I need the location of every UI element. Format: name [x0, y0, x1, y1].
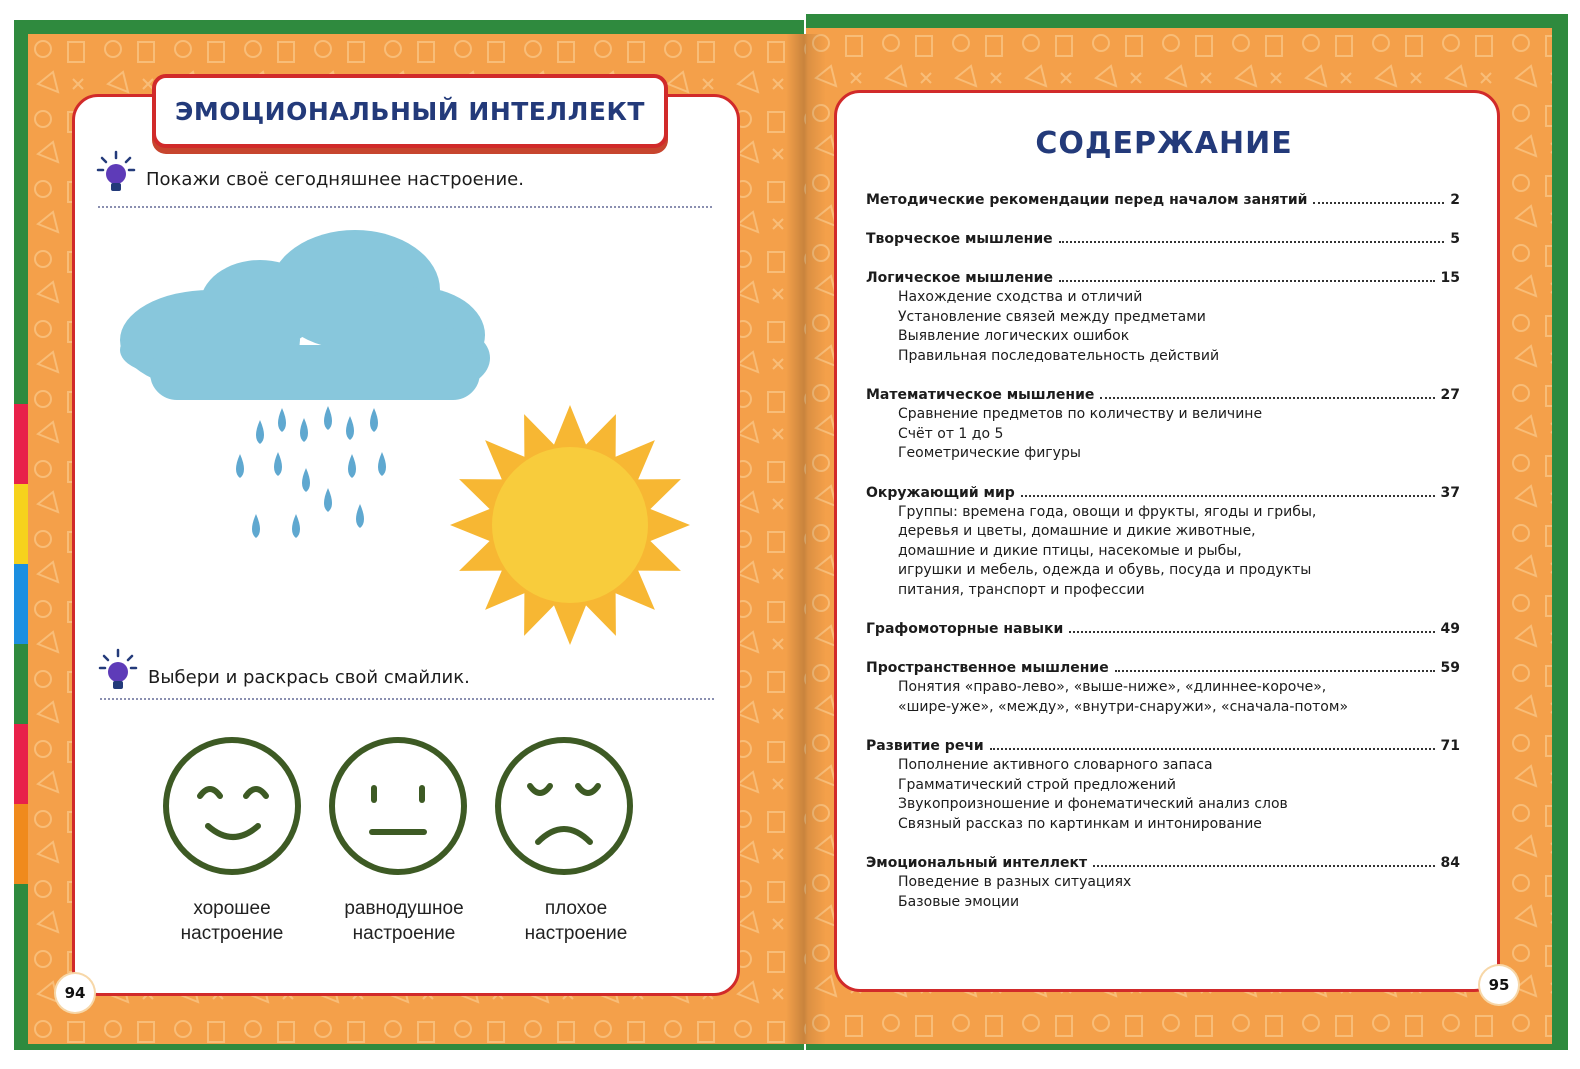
toc-page-number: 37: [1440, 484, 1460, 501]
toc-subitem: Понятия «право-лево», «выше-ниже», «длиннее-короче»,: [898, 679, 1327, 695]
toc-subitem: Сравнение предметов по количеству и величине: [898, 406, 1263, 422]
toc-subitem: Поведение в разных ситуациях: [898, 874, 1132, 890]
raindrop: [324, 488, 332, 512]
raindrop: [300, 418, 308, 442]
section-title-box: [152, 74, 668, 148]
raindrop: [324, 406, 332, 430]
book-spine-shadow: [786, 34, 826, 1044]
toc-section-row: [866, 268, 1460, 288]
toc-subitem: Счёт от 1 до 5: [898, 425, 1004, 442]
raindrop: [236, 454, 244, 478]
raindrop: [274, 452, 282, 476]
toc-subitem: деревья и цветы, домашние и дикие животные,: [898, 523, 1256, 539]
toc-leader-dots: [1059, 240, 1445, 243]
raindrop: [356, 504, 364, 528]
toc-section-row: [866, 229, 1460, 249]
toc-leader-dots: [1115, 669, 1435, 672]
toc-section: [866, 736, 1460, 834]
toc-page-number: 49: [1440, 621, 1460, 637]
smiley-good-icon[interactable]: [166, 740, 298, 872]
toc-subitem: Геометрические фигуры: [898, 445, 1081, 461]
toc-subitem: Установление связей между предметами: [898, 308, 1206, 325]
toc-section-title: Творческое мышление: [866, 231, 1053, 247]
toc-section: [866, 619, 1460, 639]
toc-section-title: Пространственное мышление: [866, 660, 1109, 676]
toc-leader-dots: [1069, 630, 1434, 633]
lightbulb-icon: [98, 648, 138, 694]
dotted-divider-1: [98, 206, 712, 208]
toc-subitem: питания, транспорт и профессии: [898, 581, 1145, 598]
toc-page-number: 27: [1440, 387, 1460, 403]
toc-page-number: 84: [1440, 855, 1460, 871]
toc-subitem: игрушки и мебель, одежда и обувь, посуда и продукты: [898, 562, 1312, 578]
toc-subitem: Группы: времена года, овощи и фрукты, ягоды и грибы,: [898, 503, 1317, 520]
raindrop: [252, 514, 260, 538]
toc-page-number: 5: [1450, 231, 1460, 247]
toc-subitem: Звукопроизношение и фонематический анализ слов: [898, 796, 1288, 812]
toc-leader-dots: [990, 747, 1435, 750]
toc-section-title: Методические рекомендации перед началом занятий: [866, 192, 1308, 208]
toc-leader-dots: [1093, 864, 1434, 867]
raindrop: [378, 452, 386, 476]
raindrop: [370, 408, 378, 432]
toc-leader-dots: [1059, 279, 1435, 282]
toc-subitem: Грамматический строй предложений: [898, 776, 1176, 793]
toc-section-title: Логическое мышление: [866, 270, 1053, 286]
toc-subitem: Базовые эмоции: [898, 893, 1020, 910]
toc-page-number: 15: [1440, 270, 1460, 286]
toc-section-row: [866, 385, 1460, 405]
toc-section-title: Развитие речи: [866, 738, 984, 754]
page-number-right: 95: [1480, 966, 1518, 1004]
instruction-2-text: Выбери и раскрась свой смайлик.: [148, 666, 470, 688]
toc-subitem: Связный рассказ по картинкам и интонирование: [898, 815, 1262, 832]
face-label-bad: [496, 896, 656, 946]
toc-section-title: Математическое мышление: [866, 387, 1095, 403]
toc-section: [866, 853, 1460, 912]
toc-section-row: [866, 658, 1460, 678]
toc-section: [866, 385, 1460, 464]
table-of-contents: [866, 190, 1460, 912]
toc-section-title: Эмоциональный интеллект: [866, 855, 1088, 871]
toc-section-title: Окружающий мир: [866, 484, 1015, 501]
raindrop: [348, 454, 356, 478]
toc-section-row: [866, 736, 1460, 756]
section-title: ЭМОЦИОНАЛЬНЫЙ ИНТЕЛЛЕКТ: [175, 96, 645, 126]
instruction-2: [98, 648, 470, 694]
raindrop: [302, 468, 310, 492]
weather-illustration: [110, 230, 710, 660]
smiley-bad-icon[interactable]: [498, 740, 630, 872]
toc-title: СОДЕРЖАНИЕ: [1035, 126, 1293, 161]
face-label-neutral-line2: настроение: [352, 923, 456, 944]
toc-section: [866, 658, 1460, 717]
face-label-good-line2: настроение: [180, 923, 284, 944]
instruction-1-text: Покажи своё сегодняшнее настроение.: [146, 168, 524, 190]
face-label-neutral-line1: равнодушное: [344, 898, 464, 919]
dotted-divider-2: [100, 698, 714, 700]
page-number-left: 94: [56, 974, 94, 1012]
toc-section-row: [866, 483, 1460, 503]
toc-leader-dots: [1100, 396, 1434, 399]
toc-subitem: Правильная последовательность действий: [898, 347, 1220, 364]
toc-section-row: [866, 190, 1460, 210]
toc-section: [866, 229, 1460, 249]
face-label-bad-line2: настроение: [524, 923, 628, 944]
face-label-bad-line1: плохое: [544, 898, 608, 919]
toc-section: [866, 268, 1460, 366]
smiley-neutral-icon[interactable]: [332, 740, 464, 872]
toc-section: [866, 483, 1460, 601]
toc-leader-dots: [1313, 201, 1444, 204]
toc-subitem: Нахождение сходства и отличий: [898, 289, 1143, 305]
toc-page-number: 2: [1450, 192, 1460, 208]
instruction-1: [96, 150, 524, 196]
toc-subitem: «шире-уже», «между», «внутри-снаружи», «сначала-потом»: [898, 698, 1349, 715]
cloud-icon: [120, 230, 490, 400]
rain-icon: [236, 406, 386, 538]
toc-page-number: 59: [1440, 660, 1460, 676]
toc-page-number: 71: [1440, 738, 1460, 754]
face-label-good-line1: хорошее: [193, 898, 271, 919]
sun-icon: [450, 405, 690, 645]
raindrop: [292, 514, 300, 538]
toc-section: [866, 190, 1460, 210]
raindrop: [346, 416, 354, 440]
smileys: [160, 734, 640, 884]
raindrop: [256, 420, 264, 444]
toc-subitem: Выявление логических ошибок: [898, 328, 1130, 344]
lightbulb-icon: [96, 150, 136, 196]
face-label-good: [152, 896, 312, 946]
toc-subitem: домашние и дикие птицы, насекомые и рыбы,: [898, 542, 1242, 559]
toc-section-title: Графомоторные навыки: [866, 621, 1064, 637]
toc-section-row: [866, 619, 1460, 639]
face-label-neutral: [324, 896, 484, 946]
toc-subitem: Пополнение активного словарного запаса: [898, 757, 1213, 773]
toc-leader-dots: [1021, 494, 1435, 497]
raindrop: [278, 408, 286, 432]
toc-section-row: [866, 853, 1460, 873]
